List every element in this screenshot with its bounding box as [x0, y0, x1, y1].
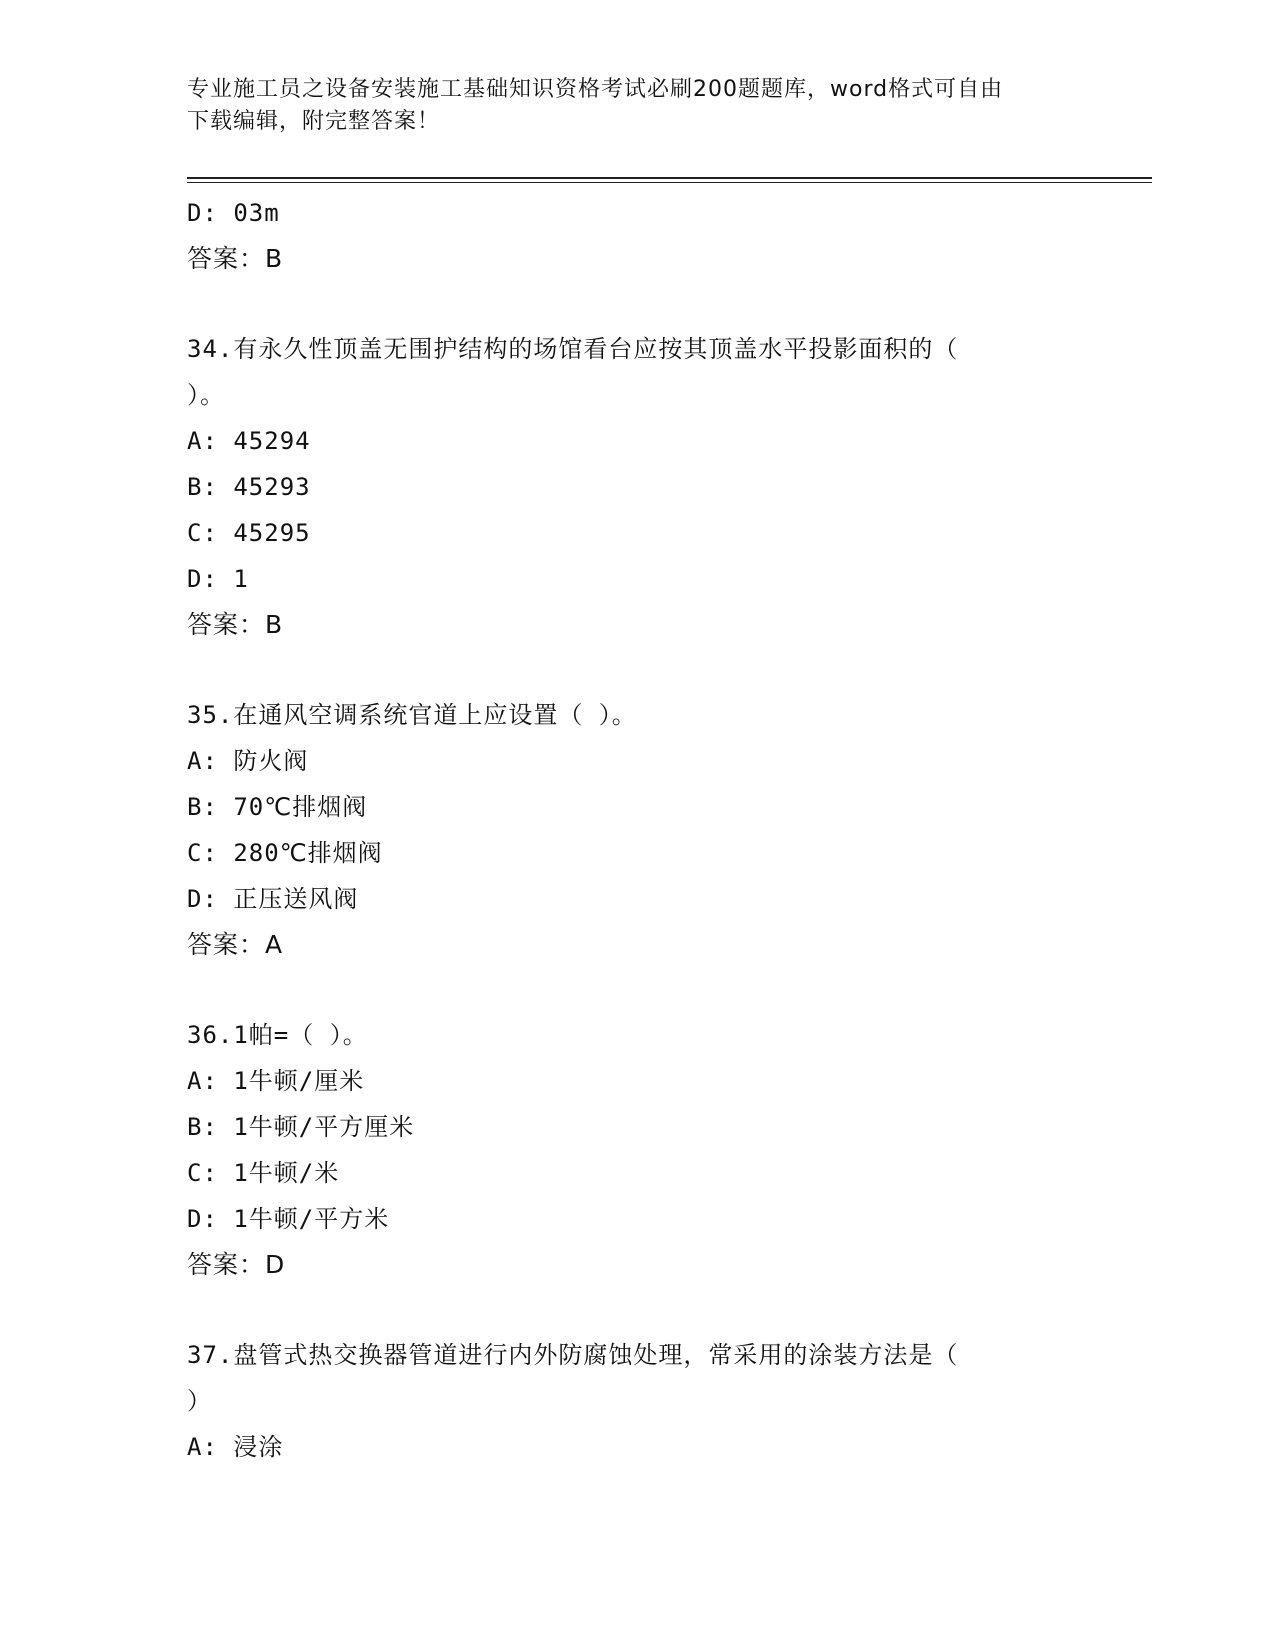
question-text: 37.盘管式热交换器管道进行内外防腐蚀处理，常采用的涂装方法是（ [187, 1341, 959, 1369]
option-a: A: 防火阀 [187, 747, 309, 775]
option-a: A: 45294 [187, 427, 311, 455]
option-d: D: 03m [187, 199, 280, 227]
question-37 [187, 1332, 1067, 1470]
question-text-continued: ） [187, 1387, 212, 1415]
option-b: B: 1牛顿/平方厘米 [187, 1113, 415, 1141]
question-36 [187, 1012, 1067, 1288]
option-c: C: 45295 [187, 519, 311, 547]
header-divider-thin [187, 182, 1152, 183]
option-a: A: 浸涂 [187, 1433, 284, 1461]
question-34 [187, 326, 1067, 648]
question-text-continued: ）。 [187, 381, 225, 409]
header-line-2: 下载编辑，附完整答案！ [187, 109, 441, 134]
header-line-1: 专业施工员之设备安装施工基础知识资格考试必刷200题题库，word格式可自由 [187, 77, 1004, 102]
option-a: A: 1牛顿/厘米 [187, 1067, 365, 1095]
question-35 [187, 692, 1067, 968]
option-b: B: 70℃排烟阀 [187, 793, 368, 821]
carryover-block [187, 190, 1067, 282]
question-text: 36.1帕=（ ）。 [187, 1021, 368, 1049]
question-text: 34.有永久性顶盖无围护结构的场馆看台应按其顶盖水平投影面积的（ [187, 335, 959, 363]
answer-line: 答案：A [187, 930, 284, 959]
document-header [187, 74, 1087, 138]
question-list [187, 190, 1067, 1470]
answer-line: 答案：D [187, 1250, 286, 1279]
question-text: 35.在通风空调系统官道上应设置（ ）。 [187, 701, 637, 729]
answer-line: 答案：B [187, 244, 284, 273]
option-b: B: 45293 [187, 473, 311, 501]
header-divider-thick [187, 177, 1152, 179]
option-d: D: 1牛顿/平方米 [187, 1205, 390, 1233]
option-d: D: 正压送风阀 [187, 885, 359, 913]
option-c: C: 1牛顿/米 [187, 1159, 340, 1187]
option-d: D: 1 [187, 565, 249, 593]
answer-line: 答案：B [187, 610, 284, 639]
option-c: C: 280℃排烟阀 [187, 839, 383, 867]
